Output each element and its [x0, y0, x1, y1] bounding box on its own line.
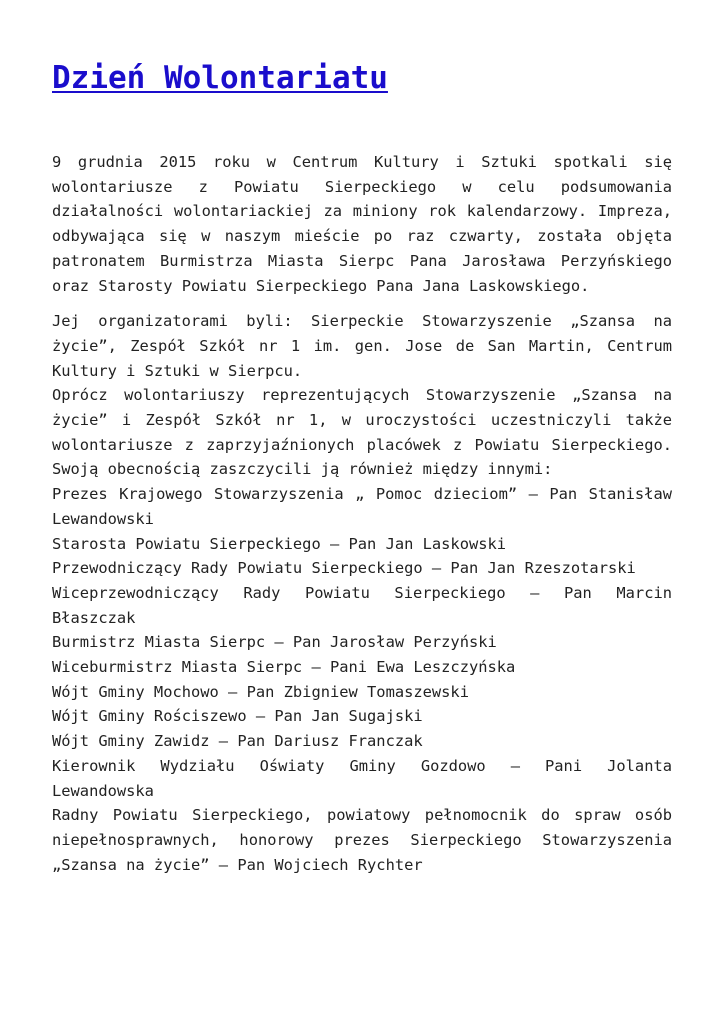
article-title-link[interactable]: Dzień Wolontariatu [52, 60, 388, 96]
guest-list-item: Prezes Krajowego Stowarzyszenia „ Pomoc dzieciom” – Pan Stanisław Lewandowski [52, 485, 672, 528]
guest-list-item: Wójt Gminy Zawidz – Pan Dariusz Franczak [52, 732, 423, 751]
guest-list-item: Wójt Gminy Rościszewo – Pan Jan Sugajski [52, 707, 423, 726]
organizers-text: Jej organizatorami byli: Sierpeckie Stowarzyszenie „Szansa na życie”, Zespół Szkół nr 1 im. gen. Jose de San Martin, Centrum Kultury i Sztuki w Sierpcu. [52, 312, 672, 380]
guest-list-item: Wójt Gminy Mochowo – Pan Zbigniew Tomaszewski [52, 682, 469, 701]
guest-list-item: Kierownik Wydziału Oświaty Gminy Gozdowo – Pani Jolanta Lewandowska [52, 756, 672, 800]
intro-paragraph: 9 grudnia 2015 roku w Centrum Kultury i Sztuki spotkali się wolontariusze z Powiatu Sierpeckiego w celu podsumowania działalności wolontariackiej za miniony rok kalendarzowy. Impreza, odbywająca się w naszym mieście po raz czwarty, została objęta patronatem Burmistrza Miasta Sierpc Pana Jarosława Perzyńskiego oraz Starosty Powiatu Sierpeckiego Pana Jana Laskowskiego. [52, 153, 672, 295]
guest-list-item: Przewodniczący Rady Powiatu Sierpeckiego – Pan Jan Rzeszotarski [52, 559, 636, 578]
guest-list-item: Radny Powiatu Sierpeckiego, powiatowy pełnomocnik do spraw osób niepełnosprawnych, honorowy prezes Sierpeckiego Stowarzyszenia „Szansa na życie” – Pan Wojciech Rychter [52, 806, 672, 874]
participants-text: Oprócz wolontariuszy reprezentujących Stowarzyszenie „Szansa na życie” i Zespół Szkół nr 1, w uroczystości uczestniczyli także wolontariusze z zaprzyjaźnionych placówek z Powiatu Sierpeckiego. Swoją obecnością zaszczycili ją również między innymi: [52, 386, 672, 479]
guest-list-item: Wiceburmistrz Miasta Sierpc – Pani Ewa Leszczyńska [52, 658, 516, 677]
guest-list-item: Burmistrz Miasta Sierpc – Pan Jarosław Perzyński [52, 633, 497, 652]
guest-list-item: Starosta Powiatu Sierpeckiego – Pan Jan Laskowski [52, 534, 507, 553]
details-paragraph [52, 309, 672, 877]
guest-list-item: Wiceprzewodniczący Rady Powiatu Sierpeckiego – Pan Marcin Błaszczak [52, 583, 672, 627]
article [52, 58, 672, 877]
